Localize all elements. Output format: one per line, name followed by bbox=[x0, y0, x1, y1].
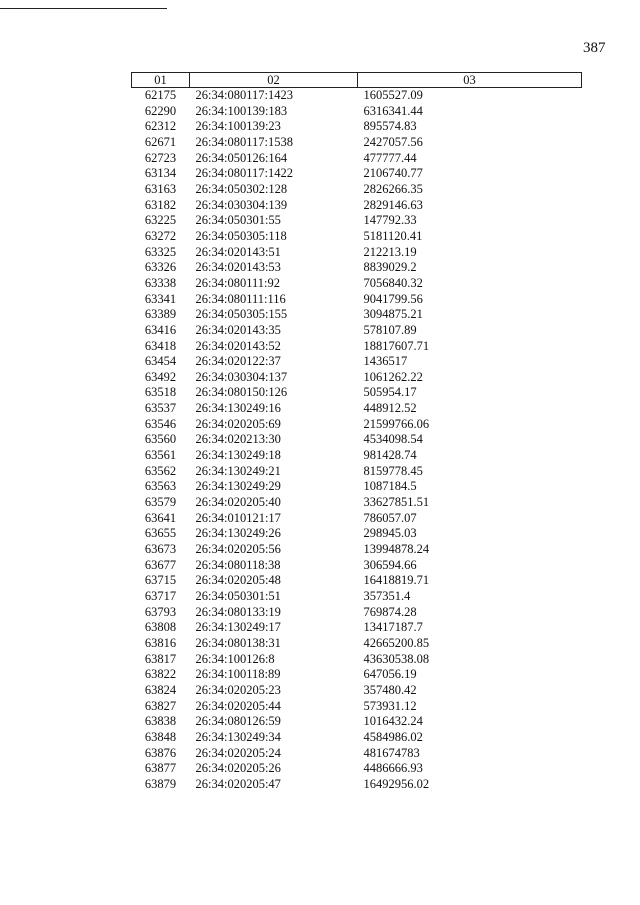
cell-id: 63817 bbox=[144, 651, 177, 666]
cell-value: 4534098.54 bbox=[363, 432, 423, 447]
table-row bbox=[132, 511, 582, 527]
cell-value: 7056840.32 bbox=[363, 275, 423, 290]
cell-cadastral-number: 26:34:030304:139 bbox=[195, 197, 288, 212]
cell-cadastral-number: 26:34:020143:35 bbox=[195, 322, 281, 337]
cell-id: 62175 bbox=[144, 88, 177, 102]
table-row bbox=[132, 730, 582, 746]
cell-cadastral-number: 26:34:130249:26 bbox=[195, 526, 281, 541]
cell-value: 2427057.56 bbox=[363, 134, 423, 149]
cell-cadastral-number: 26:34:050301:51 bbox=[195, 589, 281, 603]
table-row bbox=[132, 401, 582, 417]
cell-id: 63824 bbox=[144, 682, 177, 697]
cell-id: 62671 bbox=[144, 134, 177, 149]
table-body bbox=[132, 88, 582, 793]
cell-cadastral-number: 26:34:020143:52 bbox=[195, 338, 281, 353]
cell-id: 62312 bbox=[144, 119, 177, 134]
table-row bbox=[132, 166, 582, 182]
cell-cadastral-number: 26:34:020213:30 bbox=[195, 432, 281, 447]
cell-id: 63225 bbox=[144, 213, 177, 228]
cell-id: 63641 bbox=[144, 510, 177, 525]
cell-cadastral-number: 26:34:010121:17 bbox=[195, 510, 281, 525]
table-row bbox=[132, 495, 582, 511]
cell-id: 63163 bbox=[144, 181, 177, 196]
table-row bbox=[132, 276, 582, 292]
data-table bbox=[131, 72, 582, 793]
cell-cadastral-number: 26:34:080133:19 bbox=[195, 604, 281, 619]
cell-id: 63876 bbox=[144, 745, 177, 760]
table-row bbox=[132, 683, 582, 699]
cell-cadastral-number: 26:34:020205:40 bbox=[195, 495, 281, 510]
cell-value: 212213.19 bbox=[363, 244, 417, 259]
table-row bbox=[132, 104, 582, 120]
cell-value: 43630538.08 bbox=[363, 651, 430, 666]
cell-cadastral-number: 26:34:080111:92 bbox=[195, 275, 280, 290]
cell-id: 63454 bbox=[144, 354, 177, 369]
cell-value: 1016432.24 bbox=[363, 714, 423, 729]
cell-id: 63272 bbox=[144, 228, 177, 243]
cell-value: 21599766.06 bbox=[363, 416, 430, 431]
cell-cadastral-number: 26:34:030304:137 bbox=[195, 369, 288, 384]
top-rule bbox=[0, 8, 167, 9]
table-row bbox=[132, 652, 582, 668]
table-row bbox=[132, 339, 582, 355]
cell-value: 33627851.51 bbox=[363, 495, 430, 510]
cell-value: 306594.66 bbox=[363, 557, 417, 572]
table-row bbox=[132, 88, 582, 104]
cell-cadastral-number: 26:34:020143:51 bbox=[195, 244, 281, 259]
column-header-02: 02 bbox=[190, 73, 358, 88]
table-row bbox=[132, 746, 582, 762]
cell-value: 981428.74 bbox=[363, 448, 417, 463]
cell-cadastral-number: 26:34:050305:118 bbox=[195, 228, 287, 243]
cell-cadastral-number: 26:34:080150:126 bbox=[195, 385, 288, 400]
cell-value: 298945.03 bbox=[363, 526, 417, 541]
cell-cadastral-number: 26:34:130249:16 bbox=[195, 401, 281, 416]
cell-cadastral-number: 26:34:080117:1422 bbox=[195, 166, 293, 181]
cell-cadastral-number: 26:34:080117:1538 bbox=[195, 134, 293, 149]
cell-id: 63816 bbox=[144, 635, 177, 650]
table-row bbox=[132, 119, 582, 135]
cell-id: 62723 bbox=[144, 150, 177, 165]
cell-id: 63715 bbox=[144, 573, 177, 588]
table-row bbox=[132, 198, 582, 214]
cell-value: 42665200.85 bbox=[363, 635, 430, 650]
cell-id: 63808 bbox=[144, 620, 177, 635]
cell-id: 63677 bbox=[144, 557, 177, 572]
cell-value: 4486666.93 bbox=[363, 761, 423, 776]
cell-cadastral-number: 26:34:020205:24 bbox=[195, 745, 281, 760]
cell-id: 63341 bbox=[144, 291, 177, 306]
cell-value: 1061262.22 bbox=[363, 369, 423, 384]
table-row bbox=[132, 213, 582, 229]
cell-id: 63563 bbox=[144, 479, 177, 494]
cell-cadastral-number: 26:34:080138:31 bbox=[195, 635, 281, 650]
table-row bbox=[132, 589, 582, 605]
table-row bbox=[132, 385, 582, 401]
cell-value: 481674783 bbox=[363, 745, 420, 760]
cell-cadastral-number: 26:34:130249:21 bbox=[195, 463, 281, 478]
cell-value: 647056.19 bbox=[363, 667, 417, 682]
cell-value: 2829146.63 bbox=[363, 197, 423, 212]
cell-id: 63673 bbox=[144, 542, 177, 557]
column-header-03: 03 bbox=[358, 73, 582, 88]
table-row bbox=[132, 370, 582, 386]
cell-cadastral-number: 26:34:100139:183 bbox=[195, 103, 288, 118]
cell-value: 573931.12 bbox=[363, 698, 417, 713]
header-row bbox=[132, 73, 582, 88]
cell-id: 63848 bbox=[144, 729, 177, 744]
cell-id: 63416 bbox=[144, 322, 177, 337]
cell-value: 477777.44 bbox=[363, 150, 417, 165]
cell-value: 13994878.24 bbox=[363, 542, 430, 557]
cell-cadastral-number: 26:34:020205:56 bbox=[195, 542, 281, 557]
cell-cadastral-number: 26:34:020205:47 bbox=[195, 776, 281, 791]
table-row bbox=[132, 605, 582, 621]
cell-cadastral-number: 26:34:020205:23 bbox=[195, 682, 281, 697]
table-row bbox=[132, 354, 582, 370]
cell-cadastral-number: 26:34:080126:59 bbox=[195, 714, 281, 729]
cell-cadastral-number: 26:34:130249:29 bbox=[195, 479, 281, 494]
cell-value: 147792.33 bbox=[363, 213, 417, 228]
cell-cadastral-number: 26:34:020205:48 bbox=[195, 573, 281, 588]
cell-id: 63134 bbox=[144, 166, 177, 181]
table-row bbox=[132, 229, 582, 245]
cell-cadastral-number: 26:34:050302:128 bbox=[195, 181, 288, 196]
cell-id: 63579 bbox=[144, 495, 177, 510]
cell-cadastral-number: 26:34:050305:155 bbox=[195, 307, 288, 322]
cell-value: 8839029.2 bbox=[363, 260, 417, 275]
cell-id: 63827 bbox=[144, 698, 177, 713]
table-row bbox=[132, 182, 582, 198]
cell-value: 895574.83 bbox=[363, 119, 417, 134]
cell-value: 2826266.35 bbox=[363, 181, 423, 196]
table-row bbox=[132, 245, 582, 261]
table-row bbox=[132, 479, 582, 495]
cell-value: 9041799.56 bbox=[363, 291, 423, 306]
table-row bbox=[132, 432, 582, 448]
table-row bbox=[132, 542, 582, 558]
cell-id: 63546 bbox=[144, 416, 177, 431]
cell-cadastral-number: 26:34:100139:23 bbox=[195, 119, 281, 134]
cell-id: 63879 bbox=[144, 776, 177, 791]
cell-id: 63793 bbox=[144, 604, 177, 619]
cell-cadastral-number: 26:34:020143:53 bbox=[195, 260, 281, 275]
cell-id: 63838 bbox=[144, 714, 177, 729]
table-row bbox=[132, 636, 582, 652]
cell-id: 63877 bbox=[144, 761, 177, 776]
table-row bbox=[132, 151, 582, 167]
cell-value: 1605527.09 bbox=[363, 88, 423, 102]
cell-id: 63325 bbox=[144, 244, 177, 259]
cell-value: 18817607.71 bbox=[363, 338, 430, 353]
cell-cadastral-number: 26:34:020205:26 bbox=[195, 761, 281, 776]
cell-id: 63537 bbox=[144, 401, 177, 416]
cell-cadastral-number: 26:34:130249:34 bbox=[195, 729, 281, 744]
cell-cadastral-number: 26:34:080111:116 bbox=[195, 291, 286, 306]
cell-cadastral-number: 26:34:100126:8 bbox=[195, 651, 275, 666]
cell-value: 4584986.02 bbox=[363, 729, 423, 744]
table-row bbox=[132, 448, 582, 464]
cell-cadastral-number: 26:34:130249:18 bbox=[195, 448, 281, 463]
cell-cadastral-number: 26:34:100118:89 bbox=[195, 667, 281, 682]
cell-value: 3094875.21 bbox=[363, 307, 423, 322]
cell-cadastral-number: 26:34:020205:69 bbox=[195, 416, 281, 431]
cell-id: 63182 bbox=[144, 197, 177, 212]
cell-cadastral-number: 26:34:130249:17 bbox=[195, 620, 281, 635]
table-row bbox=[132, 417, 582, 433]
cell-id: 63560 bbox=[144, 432, 177, 447]
cell-cadastral-number: 26:34:020205:44 bbox=[195, 698, 281, 713]
cell-value: 13417187.7 bbox=[363, 620, 423, 635]
cell-cadastral-number: 26:34:080117:1423 bbox=[195, 88, 293, 102]
cell-id: 63562 bbox=[144, 463, 177, 478]
cell-id: 63518 bbox=[144, 385, 177, 400]
cell-value: 786057.07 bbox=[363, 510, 417, 525]
cell-id: 63561 bbox=[144, 448, 177, 463]
table-row bbox=[132, 260, 582, 276]
cell-id: 63822 bbox=[144, 667, 177, 682]
table-row bbox=[132, 307, 582, 323]
cell-value: 578107.89 bbox=[363, 322, 417, 337]
cell-id: 63338 bbox=[144, 275, 177, 290]
cell-id: 63717 bbox=[144, 589, 177, 603]
table-row bbox=[132, 761, 582, 777]
cell-value: 2106740.77 bbox=[363, 166, 423, 181]
cell-id: 63418 bbox=[144, 338, 177, 353]
table-row bbox=[132, 526, 582, 542]
cell-value: 1087184.5 bbox=[363, 479, 417, 494]
cell-value: 8159778.45 bbox=[363, 463, 423, 478]
table-row bbox=[132, 667, 582, 683]
cell-id: 63326 bbox=[144, 260, 177, 275]
table-row bbox=[132, 573, 582, 589]
column-header-01: 01 bbox=[132, 73, 190, 88]
cell-cadastral-number: 26:34:050126:164 bbox=[195, 150, 288, 165]
cell-value: 769874.28 bbox=[363, 604, 417, 619]
cell-value: 357351.4 bbox=[363, 589, 411, 603]
table-row bbox=[132, 292, 582, 308]
table-row bbox=[132, 464, 582, 480]
cell-value: 6316341.44 bbox=[363, 103, 423, 118]
cell-value: 505954.17 bbox=[363, 385, 417, 400]
cell-id: 63389 bbox=[144, 307, 177, 322]
cell-value: 16418819.71 bbox=[363, 573, 430, 588]
table-row bbox=[132, 714, 582, 730]
cell-value: 1436517 bbox=[363, 354, 408, 369]
table-row bbox=[132, 699, 582, 715]
table-row bbox=[132, 777, 582, 793]
cell-id: 63655 bbox=[144, 526, 177, 541]
cell-value: 357480.42 bbox=[363, 682, 417, 697]
cell-value: 5181120.41 bbox=[363, 228, 423, 243]
table-row bbox=[132, 620, 582, 636]
table-row bbox=[132, 323, 582, 339]
table-row bbox=[132, 558, 582, 574]
cell-cadastral-number: 26:34:020122:37 bbox=[195, 354, 281, 369]
cell-value: 16492956.02 bbox=[363, 776, 430, 791]
table-row bbox=[132, 135, 582, 151]
cell-id: 63492 bbox=[144, 369, 177, 384]
page-number: 387 bbox=[583, 40, 606, 56]
cell-id: 62290 bbox=[144, 103, 177, 118]
cell-cadastral-number: 26:34:080118:38 bbox=[195, 557, 281, 572]
cell-value: 448912.52 bbox=[363, 401, 417, 416]
cell-cadastral-number: 26:34:050301:55 bbox=[195, 213, 281, 228]
